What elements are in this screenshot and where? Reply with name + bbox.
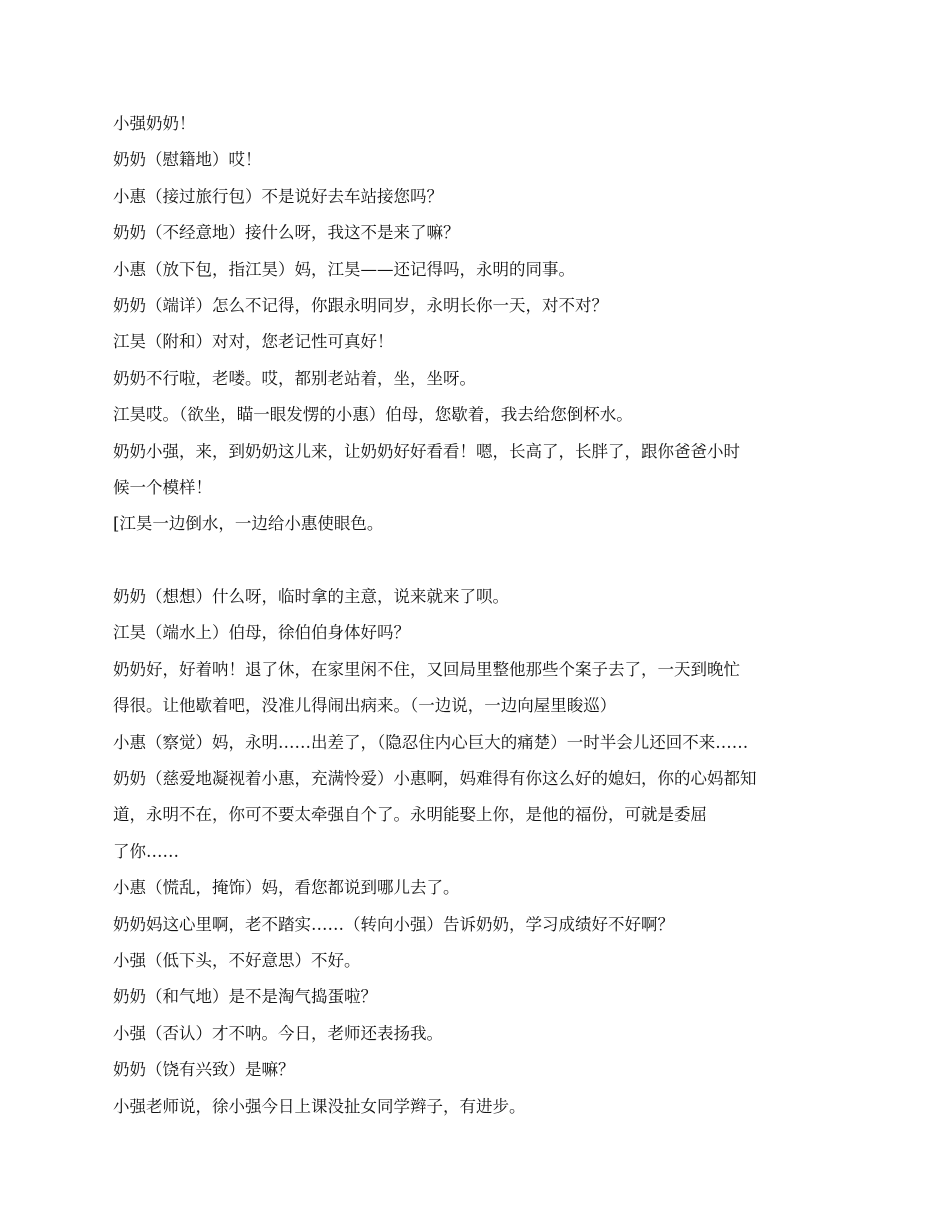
script-line: 奶奶（端详）怎么不记得，你跟永明同岁，永明长你一天，对不对？ (113, 296, 608, 316)
script-line: 道，永明不在，你可不要太牵强自个了。永明能娶上你，是他的福份，可就是委屈 (113, 805, 707, 825)
script-line: 候一个模样！ (113, 478, 212, 498)
script-line: 小强老师说，徐小强今日上课没扯女同学辫子，有进步。 (113, 1096, 526, 1116)
script-line: 江昊哎。（欲坐，瞄一眼发愣的小惠）伯母，您歇着，我去给您倒杯水。 (113, 405, 633, 425)
script-line: 奶奶（不经意地）接什么呀，我这不是来了嘛？ (113, 223, 460, 243)
script-line: 奶奶（慈爱地凝视着小惠，充满怜爱）小惠啊，妈难得有你这么好的媳妇，你的心妈都知 (113, 768, 757, 788)
script-line: 小惠（慌乱，掩饰）妈，看您都说到哪儿去了。 (113, 878, 460, 898)
script-line: 小惠（放下包，指江昊）妈，江昊——还记得吗，永明的同事。 (113, 259, 575, 279)
script-line: 奶奶（慰籍地）哎！ (113, 150, 262, 170)
script-text (113, 106, 848, 1125)
script-line: 了你…… (113, 841, 179, 861)
script-line: 奶奶小强，来，到奶奶这儿来，让奶奶好好看看！嗯，长高了，长胖了，跟你爸爸小时 (113, 441, 740, 461)
script-line: 奶奶（饶有兴致）是嘛？ (113, 1060, 295, 1080)
stage-direction: [江昊一边倒水，一边给小惠使眼色。 (113, 514, 384, 534)
script-line: 小惠（接过旅行包）不是说好去车站接您吗？ (113, 186, 443, 206)
paragraph-gap (113, 543, 848, 579)
script-line: 江昊（端水上）伯母，徐伯伯身体好吗？ (113, 623, 410, 643)
script-line: 小强（低下头，不好意思）不好。 (113, 950, 361, 970)
script-line: 小强奶奶！ (113, 114, 196, 133)
script-line: 奶奶妈这心里啊，老不踏实……（转向小强）告诉奶奶，学习成绩好不好啊？ (113, 914, 674, 934)
script-line: 得很。让他歇着吧，没准儿得闹出病来。（一边说，一边向屋里睃巡） (113, 696, 617, 716)
script-line: 奶奶（和气地）是不是淘气捣蛋啦？ (113, 987, 377, 1007)
script-line: 江昊（附和）对对，您老记性可真好！ (113, 332, 394, 352)
script-line: 小惠（察觉）妈，永明……出差了，（隐忍住内心巨大的痛楚）一时半会儿还回不来…… (113, 732, 749, 752)
script-line: 奶奶好，好着呐！退了休，在家里闲不住，又回局里整他那些个案子去了，一天到晚忙 (113, 659, 740, 679)
script-line: 小强（否认）才不呐。今日，老师还表扬我。 (113, 1023, 443, 1043)
script-line: 奶奶（想想）什么呀，临时拿的主意，说来就来了呗。 (113, 586, 509, 606)
script-line: 奶奶不行啦，老喽。哎，都别老站着，坐，坐呀。 (113, 368, 476, 388)
